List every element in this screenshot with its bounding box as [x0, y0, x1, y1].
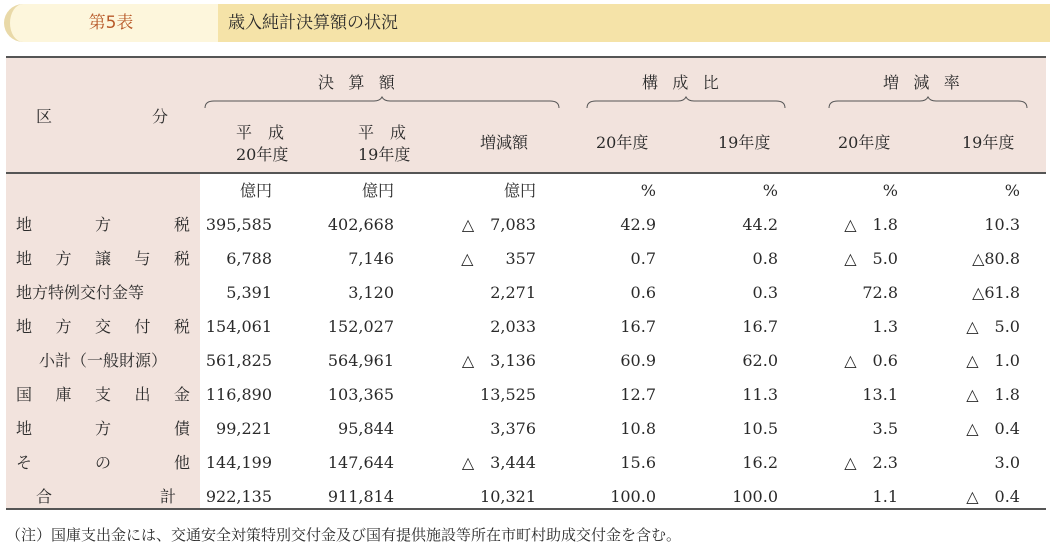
row-label-char: 債: [173, 419, 190, 438]
table-cell: 10.3: [984, 215, 1020, 234]
table-cell: △61.8: [972, 283, 1020, 302]
table-cell: △ 5.0: [844, 249, 898, 268]
table-cell: △ 357: [461, 249, 536, 268]
table-cell: 16.7: [742, 317, 778, 336]
row-label-char: 方: [94, 419, 111, 438]
table-cell: 116,890: [205, 385, 272, 404]
table-row: [6, 242, 1046, 276]
table-title: 歳入純計決算額の状況: [228, 13, 398, 33]
header-kubun-2: 分: [152, 107, 169, 126]
table-cell: △ 5.0: [966, 317, 1020, 336]
row-label-char: 税: [173, 249, 190, 268]
table-body: [6, 174, 1046, 508]
table-cell: 13,525: [480, 385, 536, 404]
unit-label: %: [882, 181, 898, 200]
table-cell: 402,668: [327, 215, 394, 234]
group-kosei: 構成比: [642, 73, 734, 92]
unit-label: 億円: [239, 181, 272, 200]
col-zogen-20: 20年度: [838, 133, 891, 152]
group-kessan: 決算額: [318, 73, 410, 92]
row-label-char: 計: [159, 487, 176, 506]
table-cell: △ 3,136: [461, 351, 536, 370]
table-cell: △ 1.8: [844, 215, 898, 234]
table-row: [6, 344, 1046, 378]
table-cell: 95,844: [338, 419, 394, 438]
table-row: [6, 446, 1046, 480]
table-cell: 16.7: [620, 317, 656, 336]
table-cell: 2,033: [490, 317, 536, 336]
table-cell: 6,788: [226, 249, 272, 268]
row-label-char: 地: [16, 249, 33, 268]
table-cell: 1.1: [872, 487, 898, 506]
table-cell: 16.2: [742, 453, 778, 472]
title-bar: [4, 4, 1050, 42]
table-bottom-rule: [6, 508, 1046, 510]
col-kosei-20: 20年度: [596, 133, 649, 152]
table-cell: 44.2: [742, 215, 778, 234]
table-number: 第5表: [88, 13, 134, 33]
row-label-char: の: [94, 453, 111, 472]
group-zogen: 増減率: [883, 73, 975, 92]
table-cell: △ 0.6: [844, 351, 898, 370]
header-kubun-1: 区: [36, 107, 53, 126]
table-cell: 99,221: [216, 419, 272, 438]
table-row: [6, 412, 1046, 446]
table-cell: 7,146: [348, 249, 394, 268]
table-cell: 10.8: [620, 419, 656, 438]
table-cell: 3,120: [348, 283, 394, 302]
table-cell: 911,814: [327, 487, 394, 506]
row-label-char: 国: [16, 385, 33, 404]
table-cell: 15.6: [620, 453, 656, 472]
col-h20-line2: 20年度: [236, 145, 289, 164]
row-label-char: 出: [134, 385, 151, 404]
row-label-char: 地: [16, 215, 33, 234]
table-cell: △ 3,444: [461, 453, 536, 472]
table-cell: 13.1: [862, 385, 898, 404]
table-cell: 72.8: [862, 283, 898, 302]
brace-zogen: [828, 96, 1028, 110]
row-label-char: 付: [134, 317, 151, 336]
table-cell: 154,061: [205, 317, 272, 336]
table-cell: 5,391: [226, 283, 272, 302]
table-row: [6, 310, 1046, 344]
row-label-char: 地方特例交付金等: [16, 283, 145, 302]
footnote: （注）国庫支出金には、交通安全対策特別交付金及び国有提供施設等所在市町村助成交付金を含む。: [6, 526, 682, 544]
table-cell: 12.7: [620, 385, 656, 404]
col-zogen-19: 19年度: [962, 133, 1015, 152]
row-label-char: 庫: [55, 385, 72, 404]
table-cell: 0.6: [630, 283, 656, 302]
row-label-char: 与: [134, 249, 151, 268]
unit-label: %: [1004, 181, 1020, 200]
table-cell: 395,585: [205, 215, 272, 234]
row-label-char: 方: [94, 215, 111, 234]
row-label-char: 支: [94, 385, 111, 404]
table-cell: 10.5: [742, 419, 778, 438]
col-zogengaku: 増減額: [480, 133, 529, 152]
table-cell: 564,961: [327, 351, 394, 370]
table-cell: 60.9: [620, 351, 656, 370]
table-cell: 3.5: [872, 419, 898, 438]
row-label-char: 小計（一般財源）: [38, 351, 167, 370]
row-label-char: そ: [16, 453, 33, 472]
unit-label: 億円: [361, 181, 394, 200]
table-cell: 152,027: [327, 317, 394, 336]
table-cell: 561,825: [205, 351, 272, 370]
table-cell: 3.0: [994, 453, 1020, 472]
row-label-char: 方: [55, 317, 72, 336]
table-row: [6, 276, 1046, 310]
table-cell: △ 0.4: [966, 487, 1020, 506]
table-cell: 100.0: [732, 487, 778, 506]
table-cell: 0.8: [752, 249, 778, 268]
col-h19-line2: 19年度: [358, 145, 411, 164]
table-row: [6, 378, 1046, 412]
row-label-char: 合: [36, 487, 53, 506]
table-cell: 1.3: [872, 317, 898, 336]
unit-row: [6, 174, 1046, 208]
table-header: [6, 56, 1046, 174]
table-cell: 147,644: [327, 453, 394, 472]
table-row: [6, 208, 1046, 242]
table-cell: 0.3: [752, 283, 778, 302]
row-label-char: 金: [173, 385, 190, 404]
table-cell: △80.8: [972, 249, 1020, 268]
table-cell: 10,321: [480, 487, 536, 506]
table-cell: 42.9: [620, 215, 656, 234]
row-label-char: 他: [173, 453, 190, 472]
table-cell: △ 2.3: [844, 453, 898, 472]
col-h19-line1: 平 成: [358, 123, 407, 142]
table-cell: △ 1.0: [966, 351, 1020, 370]
unit-label: %: [640, 181, 656, 200]
table-cell: △ 1.8: [966, 385, 1020, 404]
table-cell: 922,135: [205, 487, 272, 506]
table-cell: 144,199: [205, 453, 272, 472]
table-cell: 2,271: [490, 283, 536, 302]
row-label-char: 地: [16, 317, 33, 336]
col-h20-line1: 平 成: [236, 123, 285, 142]
table-cell: 103,365: [327, 385, 394, 404]
table-cell: △ 0.4: [966, 419, 1020, 438]
table-cell: 62.0: [742, 351, 778, 370]
brace-kosei: [586, 96, 786, 110]
table-cell: 3,376: [490, 419, 536, 438]
table-cell: 0.7: [630, 249, 656, 268]
row-label-char: 税: [173, 317, 190, 336]
table-cell: △ 7,083: [461, 215, 536, 234]
row-label-char: 地: [16, 419, 33, 438]
row-label-char: 交: [94, 317, 111, 336]
unit-label: %: [762, 181, 778, 200]
table-cell: 100.0: [610, 487, 656, 506]
row-label-char: 税: [173, 215, 190, 234]
table-cell: 11.3: [742, 385, 778, 404]
row-label-char: 譲: [94, 249, 111, 268]
row-label-char: 方: [55, 249, 72, 268]
brace-kessan: [204, 96, 560, 110]
unit-label: 億円: [503, 181, 536, 200]
col-kosei-19: 19年度: [718, 133, 771, 152]
